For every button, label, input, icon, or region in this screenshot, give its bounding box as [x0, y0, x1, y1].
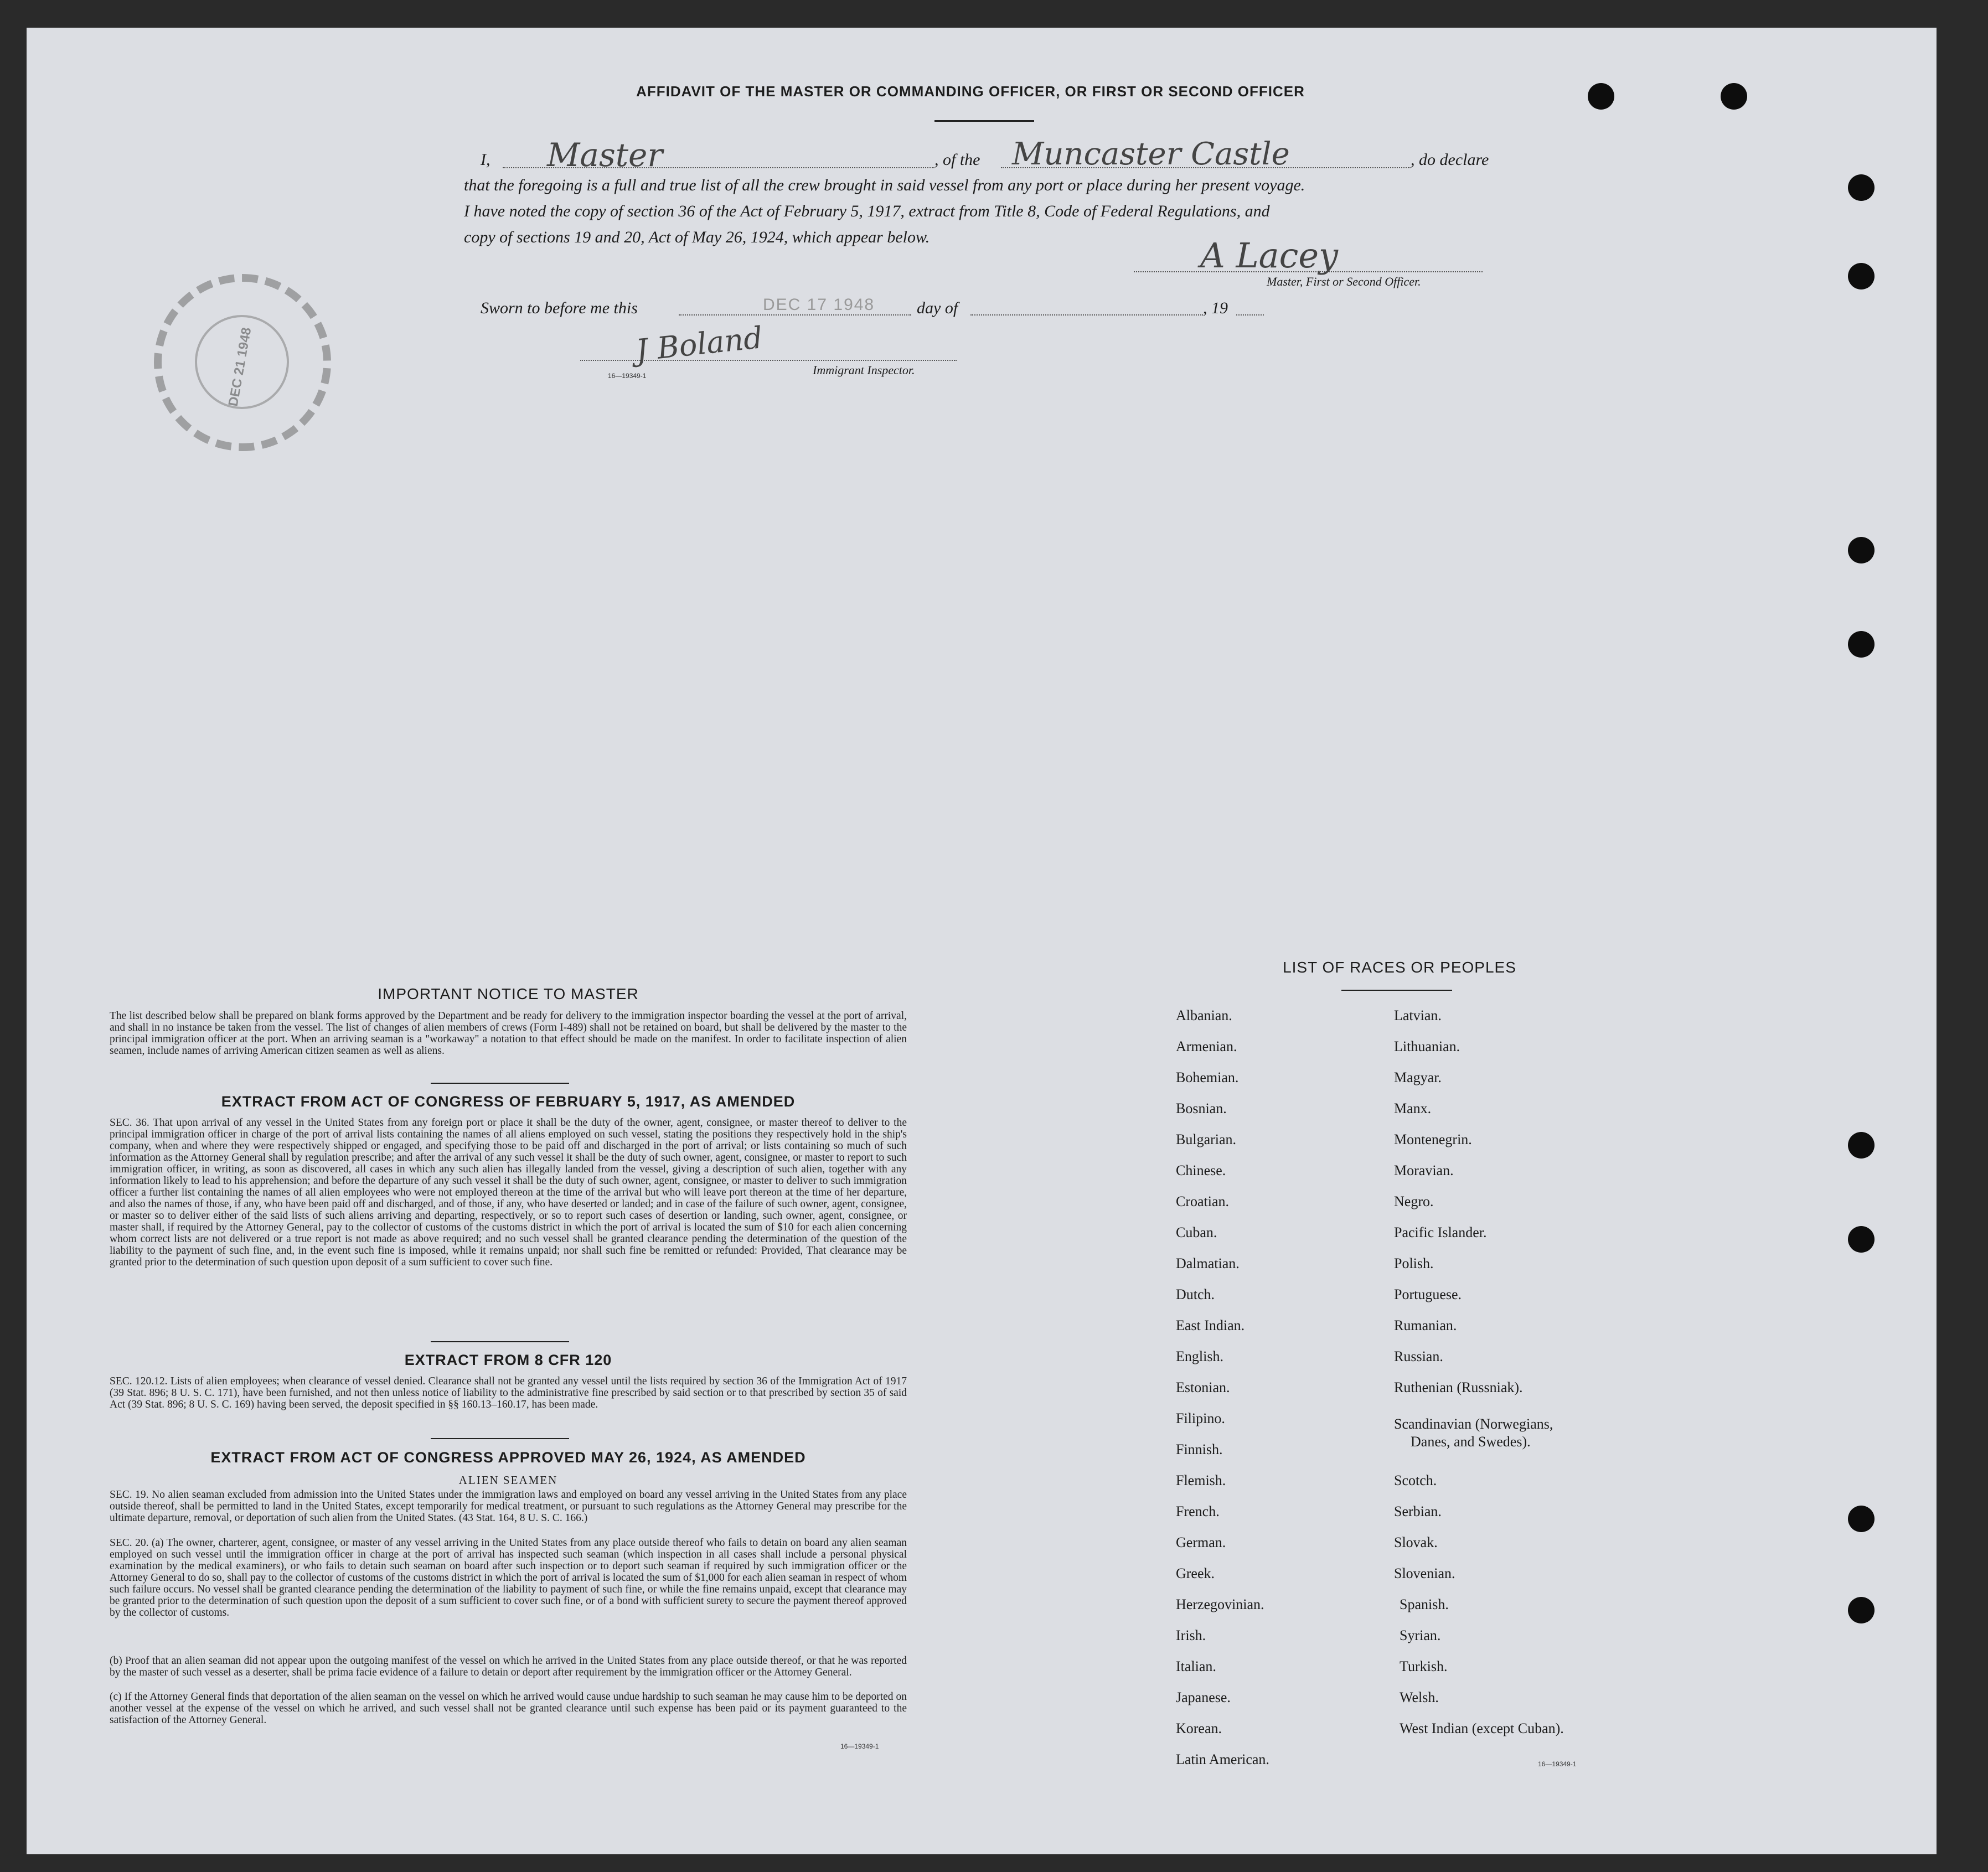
year-label: , 19 — [1203, 299, 1228, 317]
punch-hole-icon — [1848, 1132, 1875, 1159]
race-item-continued: Danes, and Swedes). — [1411, 1434, 1531, 1450]
race-item: Greek. — [1176, 1565, 1215, 1581]
officer-handwritten-entry: Master — [547, 136, 663, 174]
sworn-day-line — [679, 314, 911, 316]
of-the-label: , of the — [934, 151, 980, 169]
race-item: Slovenian. — [1394, 1565, 1455, 1581]
signature-caption: Master, First or Second Officer. — [1267, 275, 1421, 288]
race-item: Slovak. — [1394, 1534, 1438, 1550]
divider — [1341, 990, 1452, 991]
race-item: English. — [1176, 1348, 1223, 1364]
extract-1924-sec20c: (c) If the Attorney General finds that deportation of the alien seaman on the vessel on which he arrived would cause undue hardship to such seaman he may cause him to be deported on another vessel at the expense of the vessel on which he arrived, and such vessel shall not be granted clearance until such expense has been paid or its payment guaranteed to the satisfaction of the Attorney General. — [110, 1691, 907, 1726]
form-number: 16—19349-1 — [1538, 1760, 1577, 1768]
race-item: Irish. — [1176, 1627, 1206, 1643]
inspector-caption: Immigrant Inspector. — [813, 363, 915, 377]
race-item: Magyar. — [1394, 1069, 1442, 1085]
divider — [431, 1341, 569, 1342]
extract-1924-sec19: SEC. 19. No alien seaman excluded from admission into the United States under the immigration laws and employed on board any vessel arriving in the United States from any place outside thereof, shall be permitted to land in the United States, except temporarily for medical treatment, or pursuant to such regulations as the Attorney General may prescribe for the ultimate departure, removal, or deportation of such alien from the United States. (43 Stat. 164, 8 U. S. C. 166.) — [110, 1489, 907, 1524]
race-item: Italian. — [1176, 1658, 1216, 1674]
divider — [934, 120, 1034, 122]
punch-hole-icon — [1848, 1506, 1875, 1532]
race-item: Estonian. — [1176, 1379, 1230, 1395]
form-number: 16—19349-1 — [840, 1742, 879, 1750]
notice-body: The list described below shall be prepared on blank forms approved by the Department and be ready for delivery to the immigration inspector boarding the vessel at the port of arrival, and shall in no instance be taken from the vessel. The list of changes of alien members of crews (Form I-489) shall not be retained on board, but shall be delivered by the master to the principal immigration officer at the port. When an arriving seaman is a "workaway" a notation to that effect should be made on the manifest. In order to facilitate inspection of alien seamen, include names of arriving American citizen seamen as well as aliens. — [110, 1010, 907, 1057]
sworn-date-stamp: DEC 17 1948 — [763, 296, 875, 314]
race-item: Serbian. — [1394, 1503, 1442, 1519]
race-item: Welsh. — [1400, 1689, 1439, 1705]
divider — [431, 1083, 569, 1084]
punch-hole-icon — [1848, 1226, 1875, 1253]
punch-hole-icon — [1588, 83, 1614, 110]
race-item: Chinese. — [1176, 1162, 1226, 1178]
race-item: Dutch. — [1176, 1286, 1215, 1302]
race-item: West Indian (except Cuban). — [1400, 1720, 1564, 1736]
race-item: Armenian. — [1176, 1038, 1237, 1054]
punch-hole-icon — [1848, 263, 1875, 289]
form-number: 16—19349-1 — [608, 372, 647, 380]
punch-hole-icon — [1848, 174, 1875, 201]
extract-1924-subtitle: ALIEN SEAMEN — [458, 1473, 558, 1487]
notice-title: IMPORTANT NOTICE TO MASTER — [378, 985, 639, 1002]
divider — [431, 1438, 569, 1439]
affidavit-title: AFFIDAVIT OF THE MASTER OR COMMANDING OFFICER, OR FIRST OR SECOND OFFICER — [636, 83, 1305, 100]
extract-1917-body: SEC. 36. That upon arrival of any vessel in the United States from any foreign port or place it shall be the duty of the owner, agent, consignee, or master thereof to deliver to the principal immigration officer in charge of the port of arrival lists containing the names of all aliens employed on such vessel, stating the positions they respectively hold in the ship's company, when and where they were respectively shipped or engaged, and specifying those to be paid off and discharged in the port of arrival; or lists containing so much of such information as the Attorney General shall by regulation prescribe; and after the arrival of any such vessel it shall be the duty of such owner, agent, consignee, or master to report to such immigration officer, in writing, as soon as discovered, all cases in which any such alien has illegally landed from the vessel, giving a description of such alien, together with any information likely to lead to his apprehension; and before the departure of any such vessel it shall be the duty of such owner, agent, consignee, or master to deliver to such immigration officer a further list containing the names of all alien employees who were not employed thereon at the time of the arrival but who will leave port thereon at the time of her departure, and also the names of those, if any, who have been paid off and discharged, and of those, if any, who have deserted or landed; and in case of the failure of such owner, agent, consignee, or master so to deliver either of the said lists of such aliens arriving and departing, respectively, or so to report such cases of desertion or landing, such owner, agent, consignee, or master shall, if required by the Attorney General, pay to the collector of customs of the customs district in which the port of arrival is located the sum of $10 for each alien concerning whom correct lists are not delivered or a true report is not made as above required; and no such vessel shall be granted clearance pending the determination of the question of the liability to the payment of such fine, and, in the event such fine is imposed, while it remains unpaid; nor shall such fine be remitted or refunded: Provided, That clearance may be granted prior to the determination of such question upon deposit of a sum sufficient to cover such fine. — [110, 1117, 907, 1268]
race-item: Bulgarian. — [1176, 1131, 1237, 1147]
extract-1924-title: EXTRACT FROM ACT OF CONGRESS APPROVED MAY 26, 1924, AS AMENDED — [210, 1449, 806, 1466]
race-item: Albanian. — [1176, 1007, 1232, 1023]
races-title: LIST OF RACES OR PEOPLES — [1283, 959, 1516, 976]
race-item: Scotch. — [1394, 1472, 1437, 1488]
race-item: Bosnian. — [1176, 1100, 1227, 1116]
affidavit-i-label: I, — [481, 151, 490, 169]
race-item: Ruthenian (Russniak). — [1394, 1379, 1523, 1395]
punch-hole-icon — [1721, 83, 1747, 110]
race-item: Portuguese. — [1394, 1286, 1462, 1302]
document-sheet — [27, 28, 1937, 1854]
race-item: Croatian. — [1176, 1193, 1230, 1209]
punch-hole-icon — [1848, 1597, 1875, 1623]
affidavit-line-4: copy of sections 19 and 20, Act of May 26, 1924, which appear below. — [464, 228, 930, 246]
race-item: Negro. — [1394, 1193, 1434, 1209]
sworn-year-line — [1236, 314, 1264, 316]
do-declare-label: , do declare — [1411, 151, 1489, 169]
port-of-entry-stamp — [154, 274, 331, 451]
extract-cfr-title: EXTRACT FROM 8 CFR 120 — [404, 1352, 612, 1368]
race-item: Herzegovinian. — [1176, 1596, 1264, 1612]
race-item: Spanish. — [1400, 1596, 1449, 1612]
race-item: Russian. — [1394, 1348, 1443, 1364]
race-item: Polish. — [1394, 1255, 1434, 1271]
punch-hole-icon — [1848, 631, 1875, 658]
sworn-month-line — [970, 314, 1203, 316]
punch-hole-icon — [1848, 537, 1875, 563]
master-signature-handwritten: A Lacey — [1200, 235, 1339, 276]
sworn-label: Sworn to before me this — [481, 299, 638, 317]
race-item: Korean. — [1176, 1720, 1222, 1736]
race-item: Filipino. — [1176, 1410, 1225, 1426]
inspector-signature-handwritten: J Boland — [634, 320, 765, 368]
race-item: Montenegrin. — [1394, 1131, 1472, 1147]
race-item: Japanese. — [1176, 1689, 1231, 1705]
race-item: Cuban. — [1176, 1224, 1217, 1240]
extract-1924-sec20b: (b) Proof that an alien seaman did not appear upon the outgoing manifest of the vessel on which he arrived in the United States from any place outside thereof, or that he was reported by the master of such vessel as a deserter, shall be prima facie evidence of a failure to detain or deport after requirement by the immigration officer or the Attorney General. — [110, 1655, 907, 1678]
extract-1917-title: EXTRACT FROM ACT OF CONGRESS OF FEBRUARY 5, 1917, AS AMENDED — [221, 1093, 796, 1110]
race-item: Rumanian. — [1394, 1317, 1457, 1333]
race-item: Moravian. — [1394, 1162, 1454, 1178]
race-item: East Indian. — [1176, 1317, 1245, 1333]
race-item: Manx. — [1394, 1100, 1432, 1116]
race-item: Flemish. — [1176, 1472, 1226, 1488]
race-item: Lithuanian. — [1394, 1038, 1460, 1054]
day-of-label: day of — [917, 299, 958, 317]
stamp-date: DEC 21 1948 — [225, 326, 255, 408]
race-item: French. — [1176, 1503, 1220, 1519]
race-item: Finnish. — [1176, 1441, 1223, 1457]
race-item: Bohemian. — [1176, 1069, 1239, 1085]
race-item: Latvian. — [1394, 1007, 1442, 1023]
extract-1924-sec20a: SEC. 20. (a) The owner, charterer, agent, consignee, or master of any vessel arriving in the United States from any place outside thereof who fails to detain on board any alien seaman employed on such vessel until the immigration officer in charge at the port of arrival has inspected such seaman (which inspection in all cases shall include a personal physical examination by the medical examiners), or who fails to detain such seaman on board after such inspection or to deport such seaman if required by such immigration officer or the Attorney General to do so, shall pay to the collector of customs of the customs district in which the port of arrival is located the sum of $1,000 for each alien seaman in respect of whom such failure occurs. No vessel shall be granted clearance pending the determination of the liability to payment of such fine, or while the fine remains unpaid, except that clearance may be granted prior to the determination of such question upon the deposit of a sum sufficient to cover such fine, or of a bond with sufficient surety to secure the payment thereof approved by the collector of customs. — [110, 1537, 907, 1618]
race-item: Turkish. — [1400, 1658, 1448, 1674]
race-item: German. — [1176, 1534, 1226, 1550]
affidavit-line-3: I have noted the copy of section 36 of the Act of February 5, 1917, extract from Title 8, Code of Federal Regulations, and — [464, 202, 1270, 220]
extract-cfr-body: SEC. 120.12. Lists of alien employees; when clearance of vessel denied. Clearance shall not be granted any vessel until the lists required by section 36 of the Immigration Act of 1917 (39 Stat. 896; 8 U. S. C. 171), have been furnished, and not then unless notice of liability to the administrative fine prescribed by said section or to that prescribed by section 35 of said Act (39 Stat. 896; 8 U. S. C. 169) having been served, the deposit specified in §§ 160.13–160.17, has been made. — [110, 1375, 907, 1410]
race-item: Pacific Islander. — [1394, 1224, 1487, 1240]
race-item: Scandinavian (Norwegians, — [1394, 1416, 1553, 1432]
affidavit-line-2: that the foregoing is a full and true list of all the crew brought in said vessel from any port or place during her present voyage. — [464, 176, 1305, 194]
race-item: Latin American. — [1176, 1751, 1269, 1767]
race-item: Dalmatian. — [1176, 1255, 1240, 1271]
race-item: Syrian. — [1400, 1627, 1441, 1643]
vessel-handwritten-entry: Muncaster Castle — [1012, 136, 1290, 172]
